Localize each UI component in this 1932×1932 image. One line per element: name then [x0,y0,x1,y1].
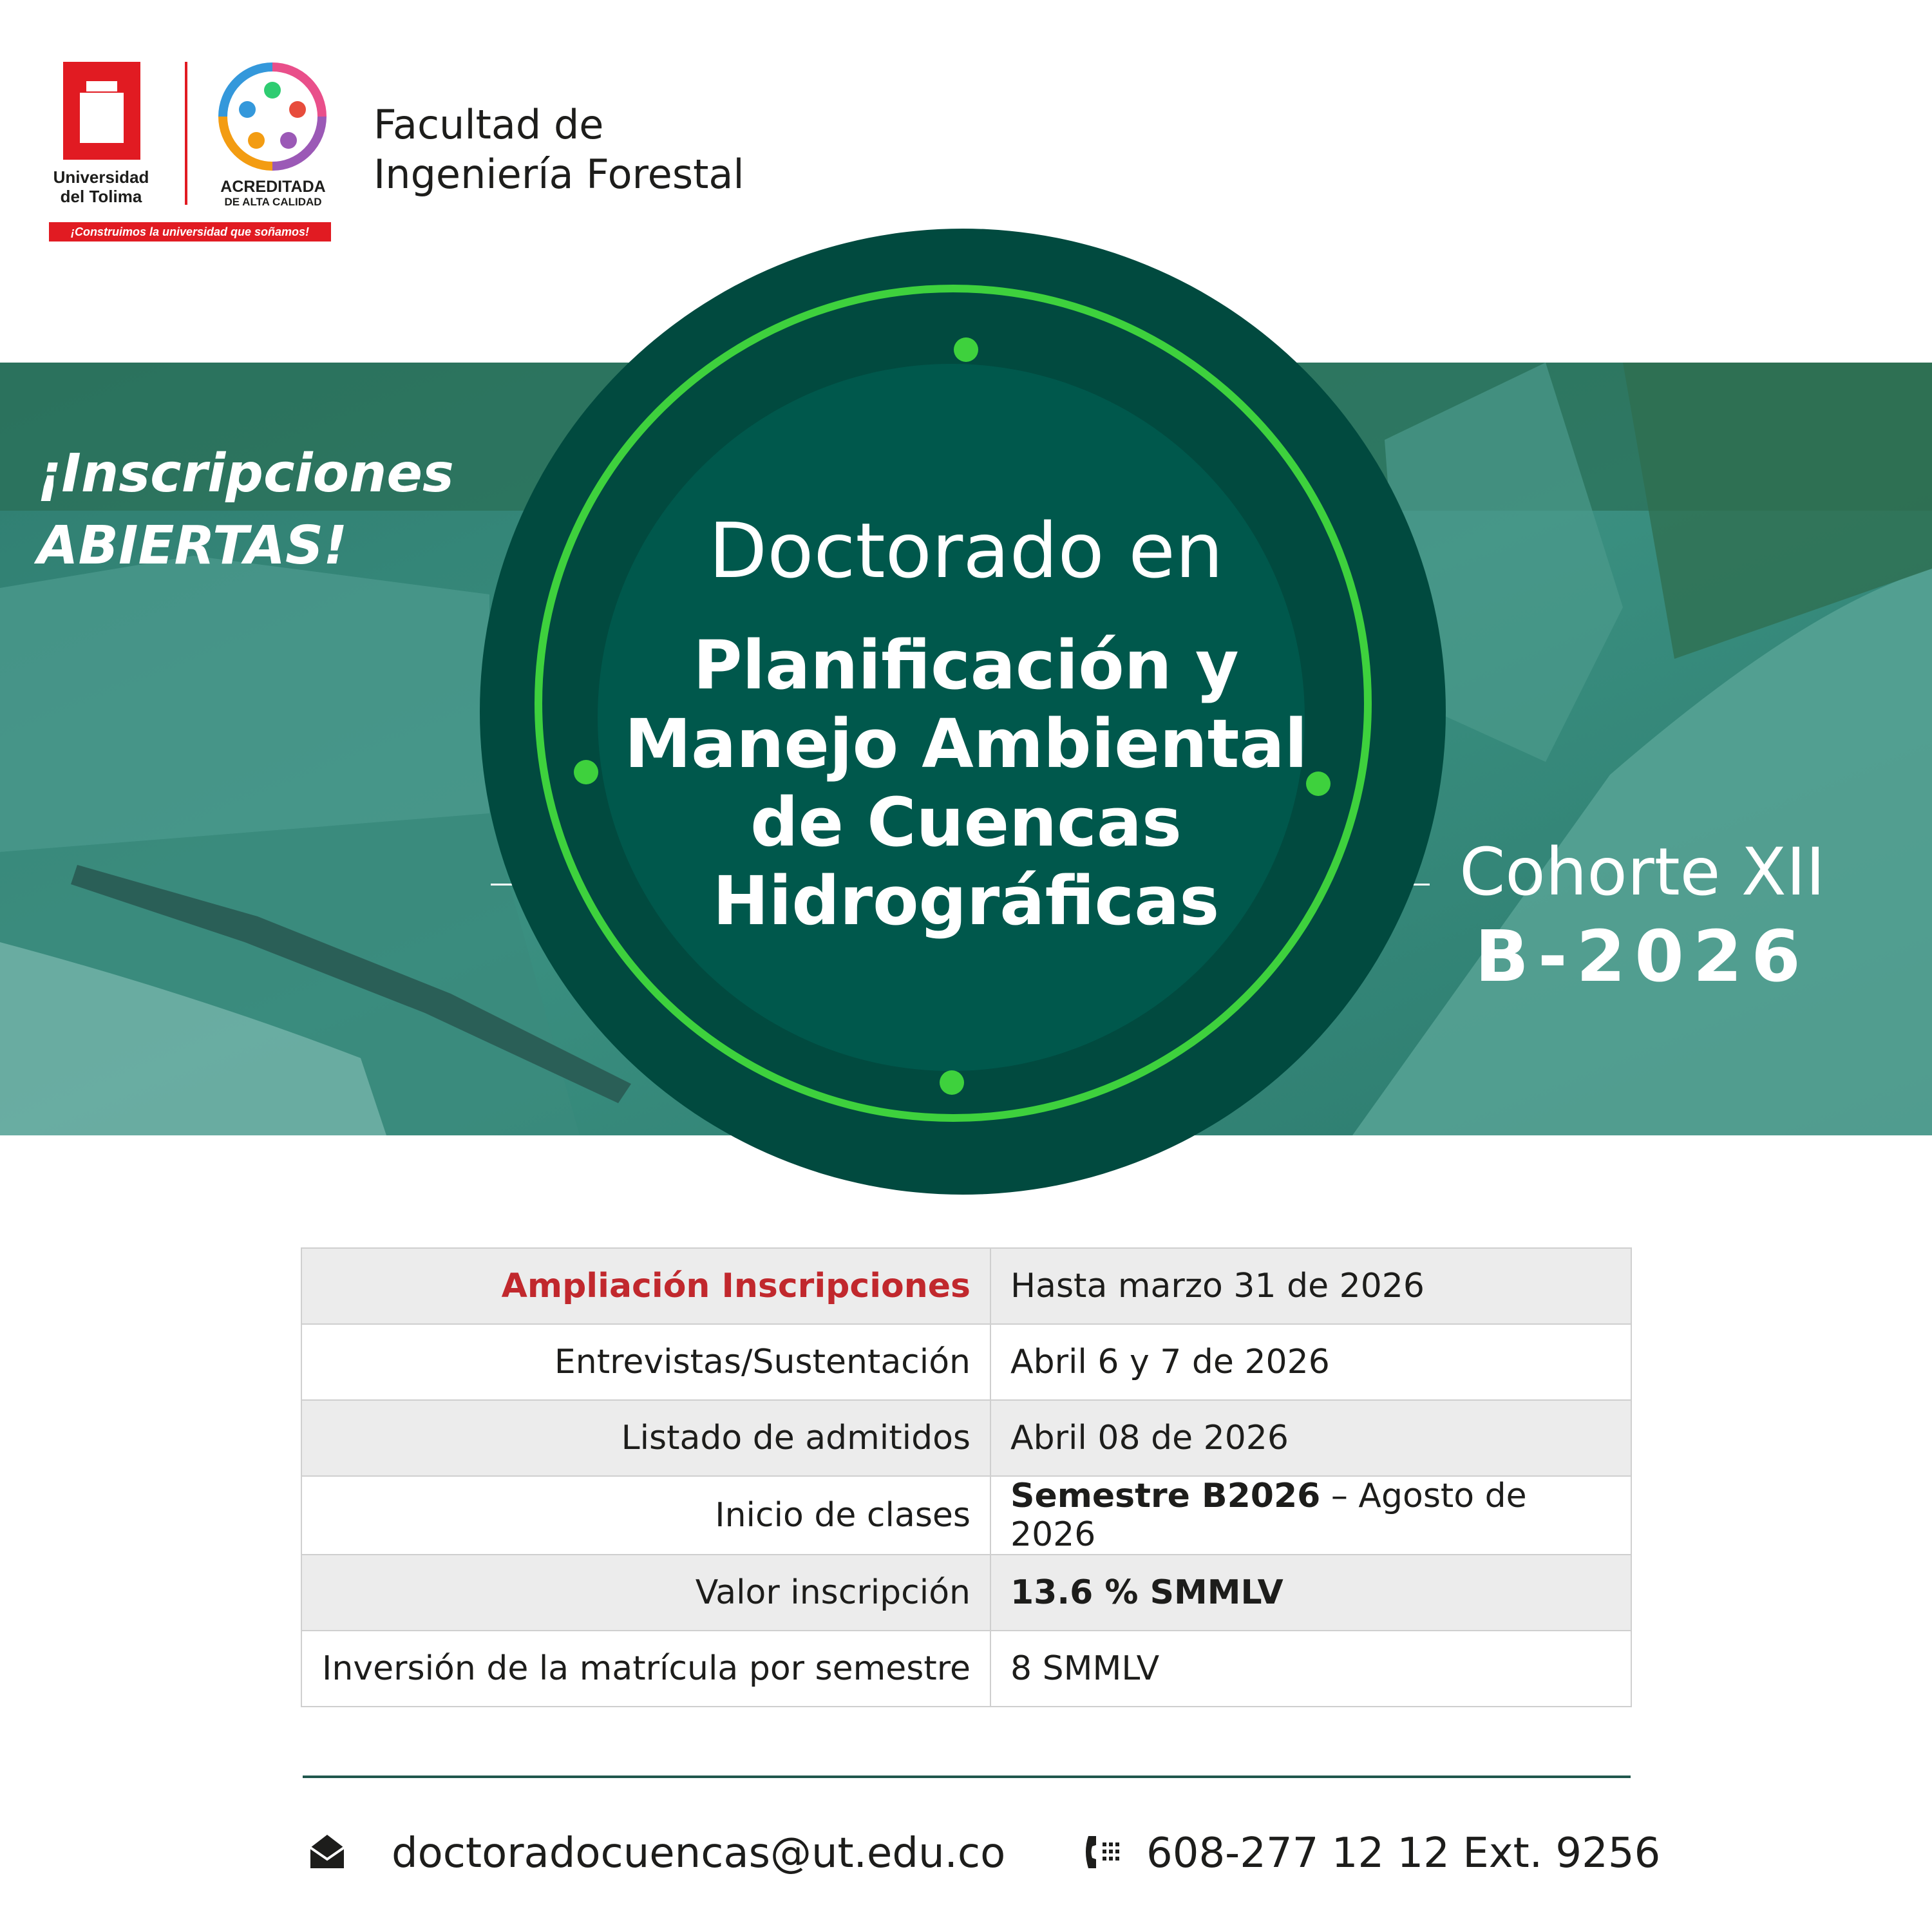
ring-dot-left [574,760,598,784]
accreditation-label: ACREDITADA DE ALTA CALIDAD [220,178,326,208]
university-slogan: ¡Construimos la universidad que soñamos! [49,222,331,242]
table-row [301,1400,1631,1476]
table-row [301,1324,1631,1400]
schedule-table [301,1247,1632,1707]
table-row [301,1631,1631,1707]
row-label: Entrevistas/Sustentación [301,1324,990,1400]
row-label: Inicio de clases [301,1476,990,1555]
table-row [301,1555,1631,1631]
row-label: Listado de admitidos [301,1400,990,1476]
row-label: Valor inscripción [301,1555,990,1631]
registration-open-heading: ¡Inscripciones ABIERTAS! [37,443,454,576]
table-row [301,1476,1631,1555]
row-label: Ampliación Inscripciones [301,1248,990,1324]
row-value: Hasta marzo 31 de 2026 [990,1248,1631,1324]
faculty-name: Facultad de Ingeniería Forestal [374,101,744,198]
ring-dot-bottom [940,1070,964,1095]
telephone-icon [1082,1832,1123,1872]
row-value: Abril 6 y 7 de 2026 [990,1324,1631,1400]
university-name: Universidad del Tolima [53,167,149,206]
row-value: 13.6 % SMMLV [990,1555,1631,1631]
row-label: Inversión de la matrícula por semestre [301,1631,990,1707]
row-value: Abril 08 de 2026 [990,1400,1631,1476]
contact-phone-link[interactable]: 608-277 12 12 Ext. 9256 [1146,1830,1661,1877]
row-value-bold: Semestre B2026 [1010,1477,1321,1515]
cohort-label: Cohorte XII B-2026 [1459,834,1825,998]
contact-email-link[interactable]: doctoradocuencas@ut.edu.co [392,1830,1006,1877]
row-value: 8 SMMLV [990,1631,1631,1707]
table-row [301,1248,1631,1324]
row-value [990,1476,1631,1555]
row-value-rest: – Agosto de 2026 [1010,1477,1527,1554]
program-name: Planificación y Manejo Ambiental de Cuencas Hidrográficas [624,626,1308,940]
ring-dot-top [954,337,978,362]
header-divider [185,62,187,205]
university-logo-icon [63,62,140,165]
envelope-icon [308,1832,346,1871]
program-prefix: Doctorado en [708,506,1224,595]
accreditation-seal-icon [218,62,327,171]
footer-divider [303,1776,1631,1778]
